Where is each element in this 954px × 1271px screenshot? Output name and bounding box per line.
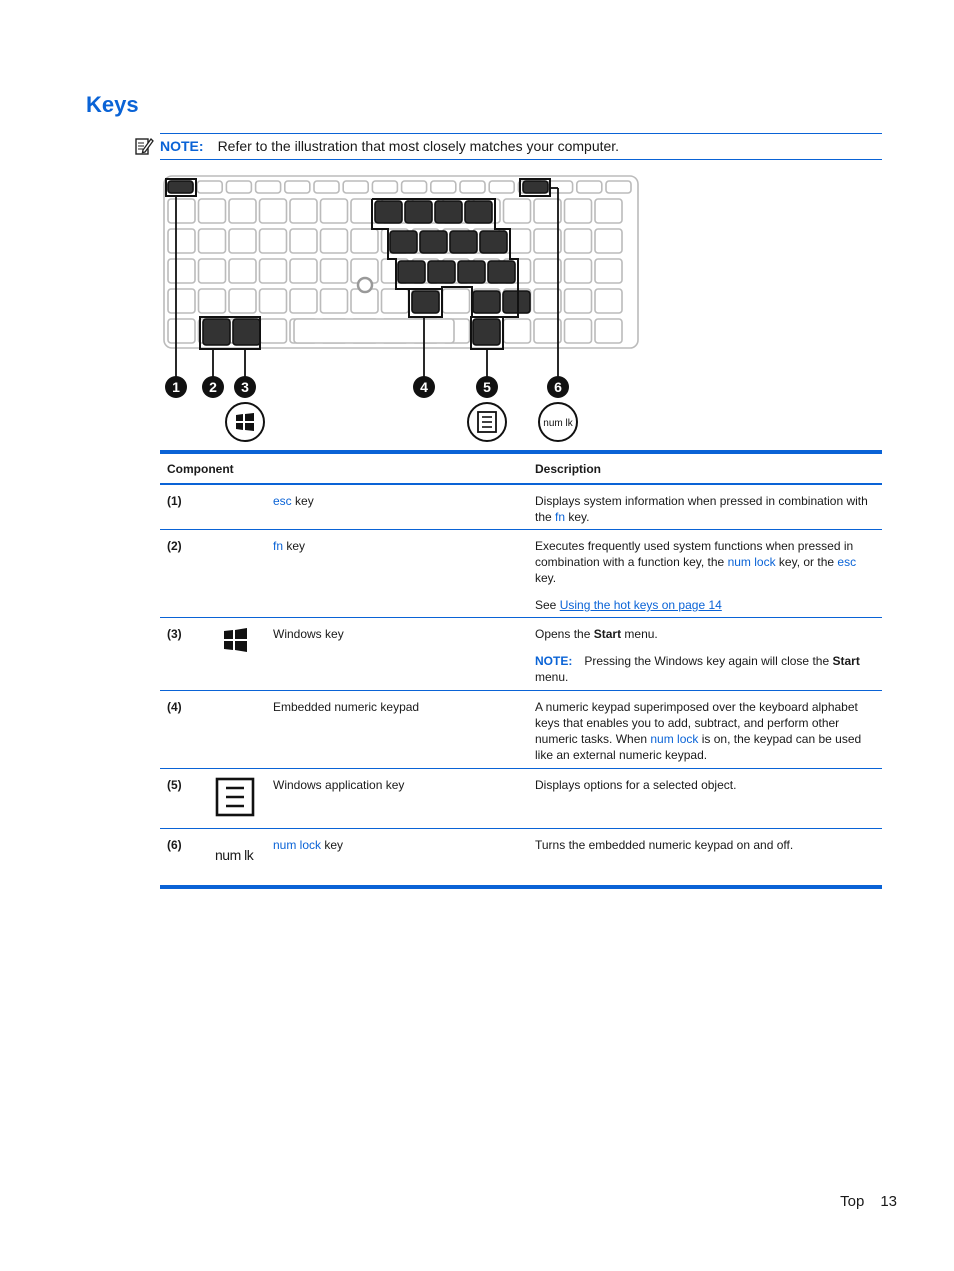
key <box>290 229 317 253</box>
component-name: Embedded numeric keypad <box>273 700 420 714</box>
key <box>321 229 348 253</box>
key <box>565 199 592 223</box>
highlighted-key <box>375 201 402 223</box>
key <box>290 199 317 223</box>
component-name: fn key <box>273 539 306 553</box>
pointing-stick <box>358 278 372 292</box>
highlighted-key <box>473 319 500 345</box>
windows-icon <box>223 628 249 652</box>
highlighted-key <box>450 231 477 253</box>
key <box>321 259 348 283</box>
key <box>534 319 561 343</box>
key <box>321 199 348 223</box>
highlighted-key <box>405 201 432 223</box>
hot-keys-link[interactable]: Using the hot keys on page 14 <box>559 598 722 612</box>
fn-link[interactable]: fn <box>273 539 284 553</box>
highlighted-key <box>420 231 447 253</box>
key <box>534 259 561 283</box>
key <box>199 199 226 223</box>
key <box>595 259 622 283</box>
note-label: NOTE: <box>535 654 573 668</box>
component-name: num lock key <box>273 838 344 852</box>
page-number: 13 <box>880 1193 897 1210</box>
highlighted-key <box>458 261 485 283</box>
highlighted-key <box>203 319 230 345</box>
header-description: Description <box>535 461 602 476</box>
highlighted-key <box>428 261 455 283</box>
key <box>168 289 195 313</box>
description: Displays options for a selected object. <box>535 778 737 792</box>
callout-number: 6 <box>554 379 562 395</box>
key <box>168 229 195 253</box>
key <box>443 289 470 313</box>
table-header <box>160 454 882 485</box>
callout-number: 4 <box>420 379 428 395</box>
highlighted-key <box>503 291 530 313</box>
key <box>534 229 561 253</box>
key <box>565 229 592 253</box>
esc-link[interactable]: esc <box>273 494 292 508</box>
row-number: (3) <box>167 627 182 641</box>
header-component: Component <box>167 461 234 476</box>
svg-text:num lk: num lk <box>543 418 573 429</box>
table-bottom-rule <box>160 885 882 889</box>
table-row <box>160 829 882 885</box>
key <box>260 199 287 223</box>
key <box>290 289 317 313</box>
highlighted-key <box>465 201 492 223</box>
num-lock-link[interactable]: num lock <box>727 555 776 569</box>
footer-section[interactable]: Top <box>840 1193 865 1210</box>
key <box>229 289 256 313</box>
key <box>565 289 592 313</box>
highlighted-key <box>480 231 507 253</box>
row-number: (6) <box>167 838 182 852</box>
key <box>314 181 339 193</box>
note-icon <box>134 136 154 156</box>
key <box>260 229 287 253</box>
key <box>351 199 378 223</box>
key <box>460 181 485 193</box>
keys-table <box>160 450 882 889</box>
highlighted-key <box>233 319 260 345</box>
key <box>402 181 427 193</box>
table-row <box>160 530 882 618</box>
highlighted-key <box>390 231 417 253</box>
esc-link[interactable]: esc <box>837 555 857 569</box>
windows-key-icon <box>226 403 264 441</box>
highlighted-key <box>398 261 425 283</box>
table-row <box>160 485 882 530</box>
table-row <box>160 769 882 829</box>
callout-number: 1 <box>172 379 180 395</box>
row-number: (1) <box>167 494 182 508</box>
key <box>321 289 348 313</box>
key <box>260 289 287 313</box>
row-number: (4) <box>167 700 182 714</box>
key <box>260 259 287 283</box>
description: Opens the Start menu. NOTE: Pressing the Windows key again will close the Start menu. <box>535 627 860 684</box>
key <box>382 289 409 313</box>
num-lock-icon: num lk <box>215 847 254 863</box>
key <box>343 181 368 193</box>
component-name: Windows application key <box>273 778 405 792</box>
key <box>577 181 602 193</box>
key <box>168 319 195 343</box>
note-banner <box>160 133 882 160</box>
key <box>351 229 378 253</box>
highlighted-key <box>168 181 193 193</box>
note-text: Refer to the illustration that most closely matches your computer. <box>217 138 620 154</box>
highlighted-key <box>523 181 548 193</box>
key <box>290 259 317 283</box>
num-lock-key-icon <box>539 403 577 441</box>
key <box>504 199 531 223</box>
key <box>168 199 195 223</box>
note-label: NOTE: <box>160 138 204 154</box>
description: Turns the embedded numeric keypad on and off. <box>535 838 794 852</box>
fn-link[interactable]: fn <box>555 510 566 524</box>
row-number: (5) <box>167 778 182 792</box>
key <box>565 259 592 283</box>
key <box>548 181 573 193</box>
callout-number: 5 <box>483 379 491 395</box>
highlighted-key <box>412 291 439 313</box>
num-lock-link[interactable]: num lock <box>650 732 699 746</box>
key <box>431 181 456 193</box>
row-number: (2) <box>167 539 182 553</box>
key <box>226 181 251 193</box>
key <box>565 319 592 343</box>
description: Executes frequently used system functions when pressed in combination with a function key, the num lock key, or the esc key. See Using the hot keys on page 14 <box>535 539 857 612</box>
key <box>606 181 631 193</box>
key <box>197 181 222 193</box>
description: Displays system information when pressed in combination with the fn key. <box>535 494 868 524</box>
highlighted-key <box>488 261 515 283</box>
key <box>229 259 256 283</box>
key <box>199 289 226 313</box>
keyboard-illustration <box>160 172 640 448</box>
component-name: Windows key <box>273 627 344 641</box>
application-key-icon <box>215 777 255 817</box>
num-lock-link[interactable]: num lock <box>273 838 322 852</box>
key <box>168 259 195 283</box>
highlighted-key <box>473 291 500 313</box>
page-title: Keys <box>86 92 139 117</box>
description: A numeric keypad superimposed over the keyboard alphabet keys that enables you to add, subtract, and perform other numeric tasks. When num lock is on, the keypad can be used like an external numeric keypad. <box>535 700 862 762</box>
spacebar-key <box>294 319 454 343</box>
component-name: esc key <box>273 494 314 508</box>
table-row <box>160 618 882 691</box>
key <box>504 319 531 343</box>
key <box>595 319 622 343</box>
application-key-icon <box>468 403 506 441</box>
callout-number: 2 <box>209 379 217 395</box>
page-footer <box>824 1193 897 1210</box>
key <box>372 181 397 193</box>
key <box>534 289 561 313</box>
table-row <box>160 691 882 769</box>
key <box>229 199 256 223</box>
key <box>534 199 561 223</box>
key <box>595 199 622 223</box>
callout-number: 3 <box>241 379 249 395</box>
key <box>285 181 310 193</box>
key <box>595 289 622 313</box>
key <box>199 259 226 283</box>
highlighted-key <box>435 201 462 223</box>
key <box>199 229 226 253</box>
key <box>595 229 622 253</box>
key <box>256 181 281 193</box>
key <box>229 229 256 253</box>
key <box>260 319 287 343</box>
key <box>489 181 514 193</box>
